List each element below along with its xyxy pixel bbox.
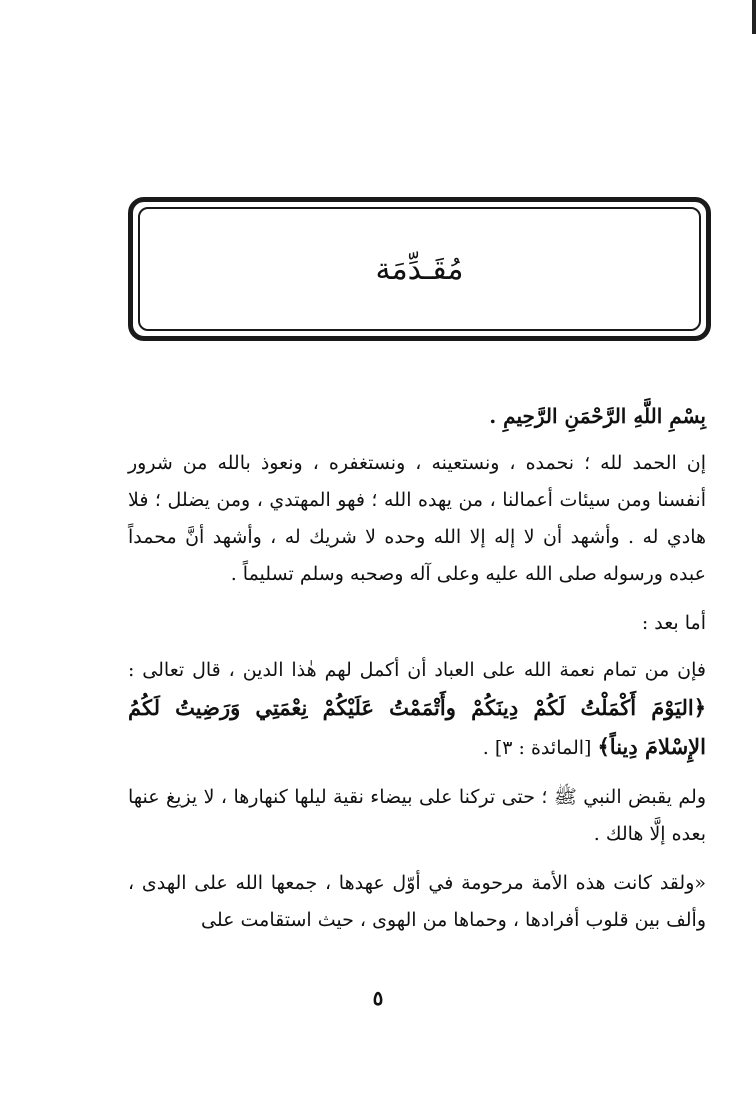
- title-frame: [128, 197, 711, 341]
- paragraph-opening-praise: إن الحمد لله ؛ نحمده ، ونستعينه ، ونستغفره ، ونعوذ بالله من شرور أنفسنا ومن سيئات أعمالنا ، من يهده الله ؛ فهو المهتدي ، ومن يضلل ؛ فلا هادي له . وأشهد أن لا إله إلا الله وحده لا شريك له ، وأشهد أنَّ محمداً عبده ورسوله صلى الله عليه وعلى آله وصحبه وسلم تسليماً .: [128, 452, 706, 585]
- quran-verse: ﴿اليَوْمَ أَكْمَلْتُ لَكُمْ دِينَكُمْ وأَتْمَمْتُ عَلَيْكُمْ نِعْمَتِي وَرَضِيتُ لَكُمُ الإِسْلامَ دِيناً﴾: [128, 695, 706, 759]
- verse-intro: فإن من تمام نعمة الله على العباد أن أكمل لهم هٰذا الدين ، قال تعالى :: [128, 659, 706, 681]
- paragraph-quote: «ولقد كانت هذه الأمة مرحومة في أوّل عهدها ، جمعها الله على الهدى ، وألف بين قلوب أفرادها ، وحماها من الهوى ، حيث استقامت على: [128, 872, 706, 931]
- section-title: مُقَـدِّمَة: [375, 251, 464, 287]
- verse-reference: [المائدة : ٣] .: [482, 737, 592, 759]
- body-text: [128, 398, 706, 951]
- paragraph-verse: [128, 652, 706, 767]
- paragraph-prophet: ولم يقبض النبي ﷺ ؛ حتى تركنا على بيضاء نقية ليلها كنهارها ، لا يزيغ عنها بعده إلَّا هالك .: [128, 786, 706, 845]
- title-frame-inner: [138, 207, 701, 331]
- basmala: بِسْمِ اللَّهِ الرَّحْمَنِ الرَّحِيمِ .: [489, 404, 706, 428]
- page-edge-mark: [752, 0, 756, 34]
- amma-baad: أما بعد :: [641, 612, 706, 634]
- page-number: ٥: [372, 986, 384, 1010]
